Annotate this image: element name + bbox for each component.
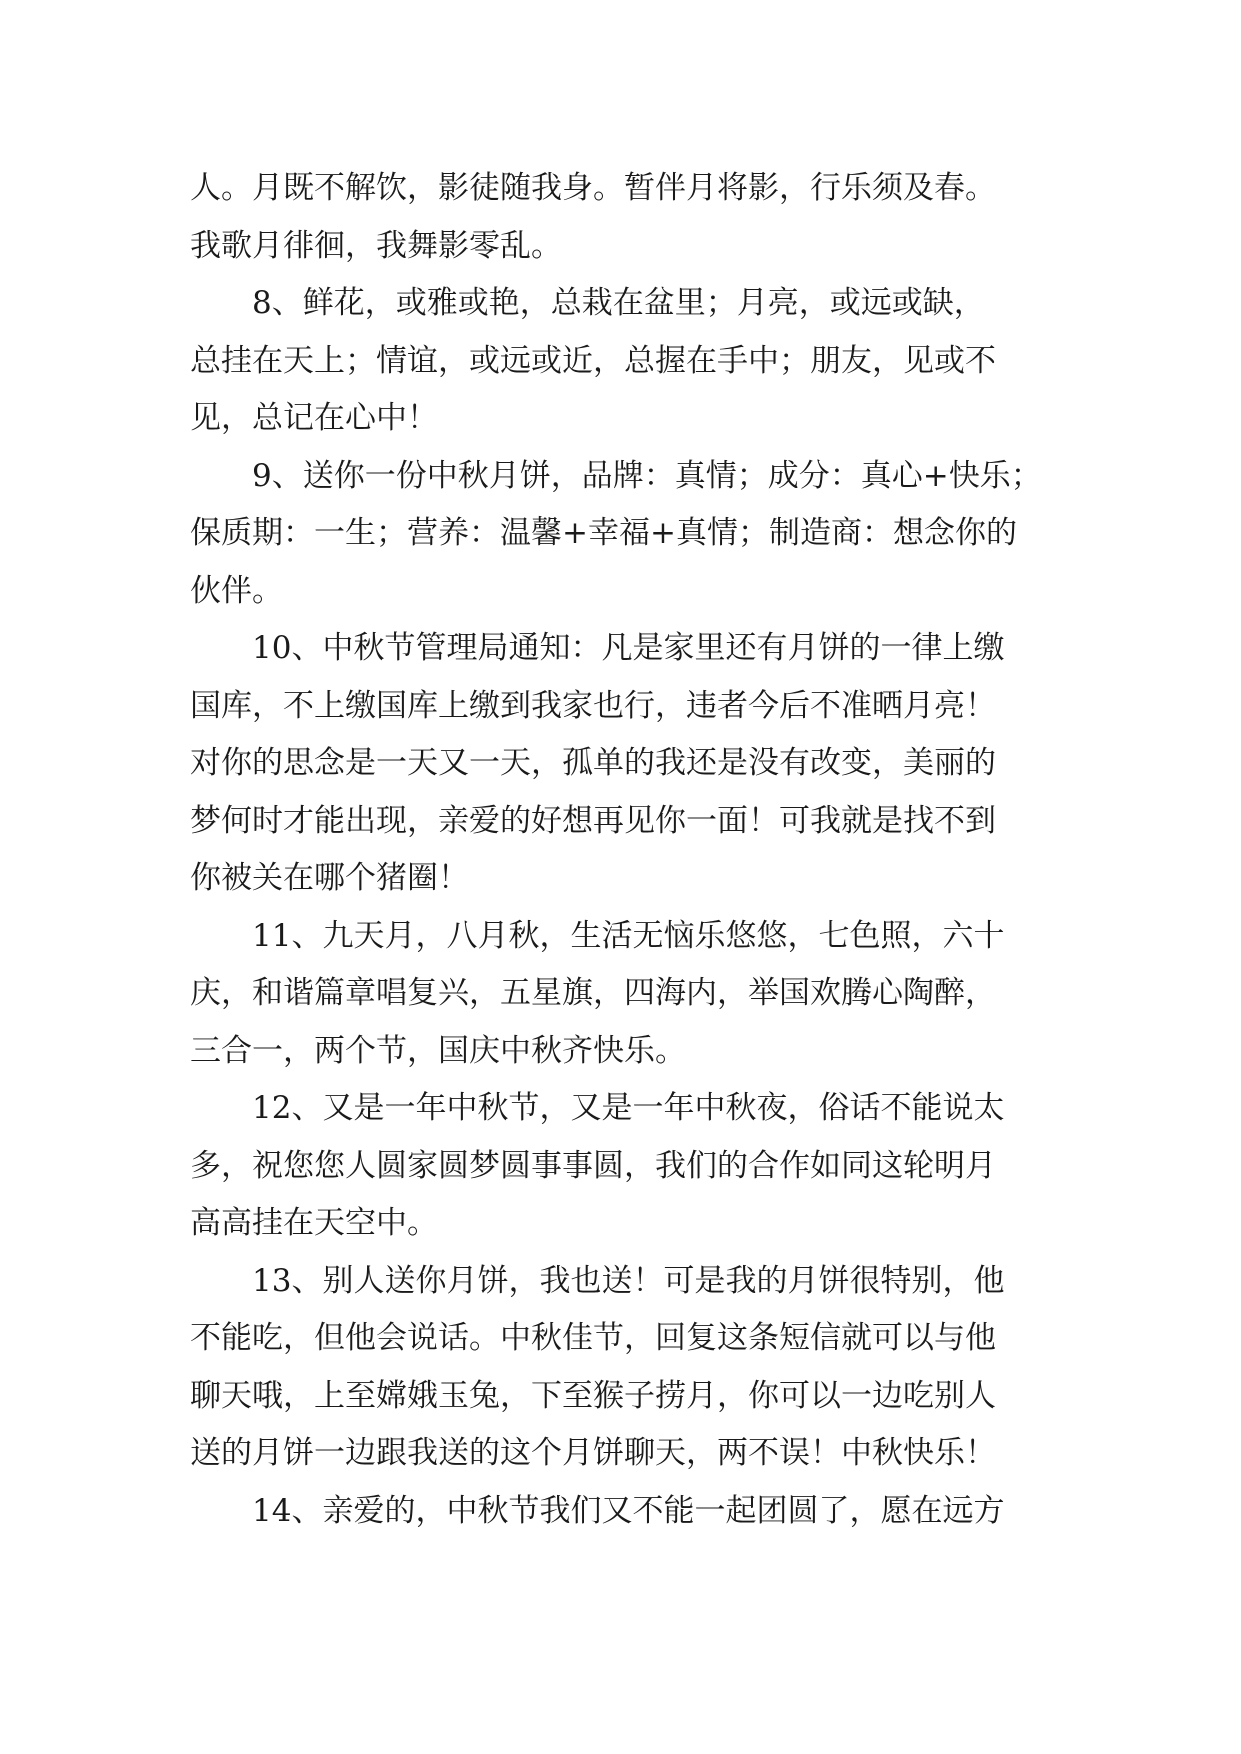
text-line: 总挂在天上；情谊，或远或近，总握在手中；朋友，见或不: [190, 343, 996, 379]
text-line: 三合一，两个节，国庆中秋齐快乐。: [190, 1033, 686, 1069]
paragraph-8-start: 8、鲜花，或雅或艳，总栽在盆里；月亮，或远或缺，: [252, 285, 985, 321]
text-line: 对你的思念是一天又一天，孤单的我还是没有改变，美丽的: [190, 745, 996, 781]
text-line: 我歌月徘徊，我舞影零乱。: [190, 228, 562, 264]
text-line: 梦何时才能出现，亲爱的好想再见你一面！可我就是找不到: [190, 803, 996, 839]
text-line: 送的月饼一边跟我送的这个月饼聊天，两不误！中秋快乐！: [190, 1435, 996, 1471]
text-line: 人。月既不解饮，影徒随我身。暂伴月将影，行乐须及春。: [190, 170, 996, 206]
paragraph-13-start: 13、别人送你月饼，我也送！可是我的月饼很特别，他: [252, 1263, 1005, 1299]
text-line: 见，总记在心中！: [190, 400, 438, 436]
text-line: 聊天哦，上至嫦娥玉兔，下至猴子捞月，你可以一边吃别人: [190, 1378, 996, 1414]
text-line: 高高挂在天空中。: [190, 1205, 438, 1241]
text-line: 不能吃，但他会说话。中秋佳节，回复这条短信就可以与他: [190, 1320, 996, 1356]
text-line: 多，祝您您人圆家圆梦圆事事圆，我们的合作如同这轮明月: [190, 1148, 996, 1184]
paragraph-12-start: 12、又是一年中秋节，又是一年中秋夜，俗话不能说太: [252, 1090, 1005, 1126]
text-line: 伙伴。: [190, 573, 283, 609]
text-line: 保质期：一生；营养：温馨+幸福+真情；制造商：想念你的: [190, 515, 1017, 551]
paragraph-14-start: 14、亲爱的，中秋节我们又不能一起团圆了，愿在远方: [252, 1493, 1005, 1529]
paragraph-9-start: 9、送你一份中秋月饼，品牌：真情；成分：真心+快乐；: [252, 458, 1042, 494]
text-line: 庆，和谐篇章唱复兴，五星旗，四海内，举国欢腾心陶醉，: [190, 975, 996, 1011]
paragraph-10-start: 10、中秋节管理局通知：凡是家里还有月饼的一律上缴: [252, 630, 1005, 666]
paragraph-11-start: 11、九天月，八月秋，生活无恼乐悠悠，七色照，六十: [252, 918, 1005, 954]
text-line: 你被关在哪个猪圈！: [190, 860, 469, 896]
text-line: 国库，不上缴国库上缴到我家也行，违者今后不准晒月亮！: [190, 688, 996, 724]
